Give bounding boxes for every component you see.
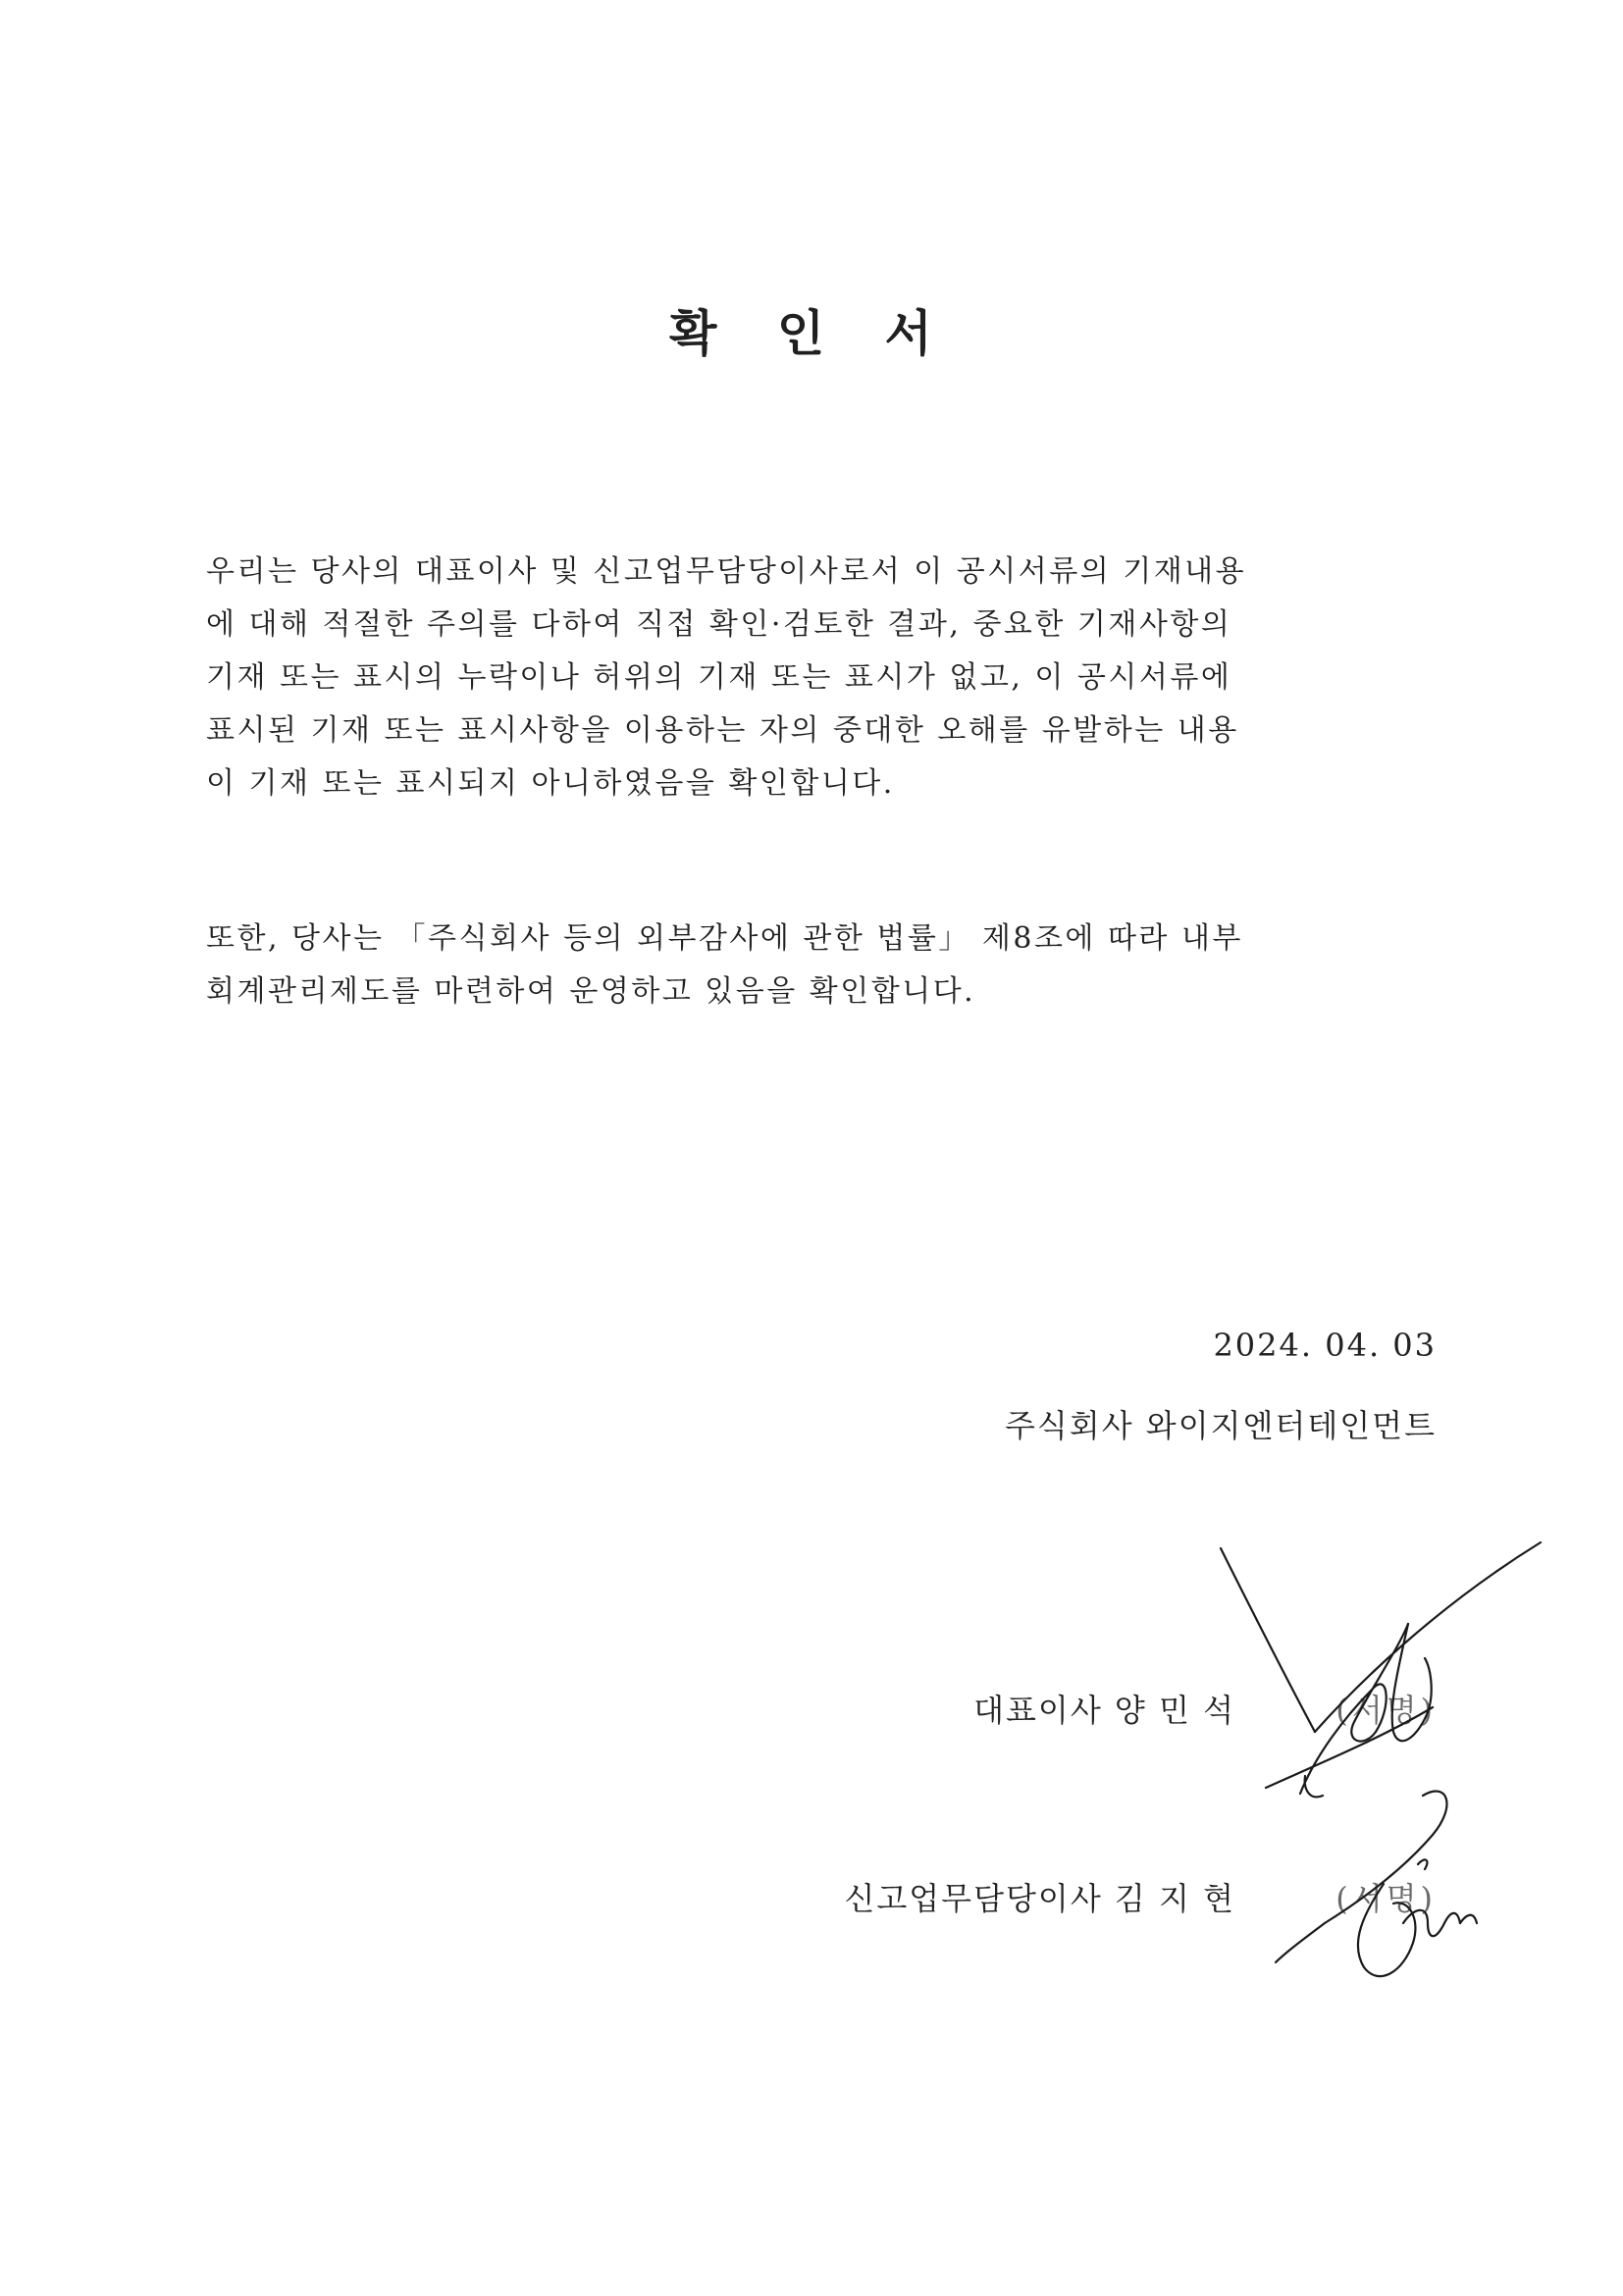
paragraph-line: 회계관리제도를 마련하여 운영하고 있음을 확인합니다. bbox=[206, 974, 976, 1009]
paragraph-line: 우리는 당사의 대표이사 및 신고업무담당이사로서 이 공시서류의 기재내용 bbox=[206, 554, 1247, 589]
paragraph-line: 이 기재 또는 표시되지 아니하였음을 확인합니다. bbox=[206, 766, 895, 801]
signatory-role-name: 대표이사 양 민 석 bbox=[973, 1692, 1235, 1729]
paragraph-line: 에 대해 적절한 주의를 다하여 직접 확인·검토한 결과, 중요한 기재사항의 bbox=[206, 607, 1232, 642]
signatory-role-name: 신고업무담당이사 김 지 현 bbox=[844, 1880, 1235, 1917]
paragraph-line: 표시된 기재 또는 표시사항을 이용하는 자의 중대한 오해를 유발하는 내용 bbox=[206, 713, 1239, 748]
signature-mark-label: (서명) bbox=[1335, 1692, 1437, 1729]
company-name: 주식회사 와이지엔터테인먼트 bbox=[1004, 1407, 1437, 1444]
internal-control-paragraph bbox=[206, 913, 1433, 1018]
paragraph-line: 기재 또는 표시의 누락이나 허위의 기재 또는 표시가 없고, 이 공시서류에 bbox=[206, 660, 1232, 695]
confirmation-paragraph bbox=[206, 546, 1433, 810]
ceo-handwritten-signature bbox=[1207, 1531, 1560, 1825]
signature-mark-label: (서명) bbox=[1335, 1880, 1437, 1917]
paragraph-line: 또한, 당사는 「주식회사 등의 외부감사에 관한 법률」 제8조에 따라 내부 bbox=[206, 921, 1243, 956]
document-date: 2024. 04. 03 bbox=[1213, 1327, 1437, 1364]
document-title: 확 인 서 bbox=[669, 305, 954, 362]
